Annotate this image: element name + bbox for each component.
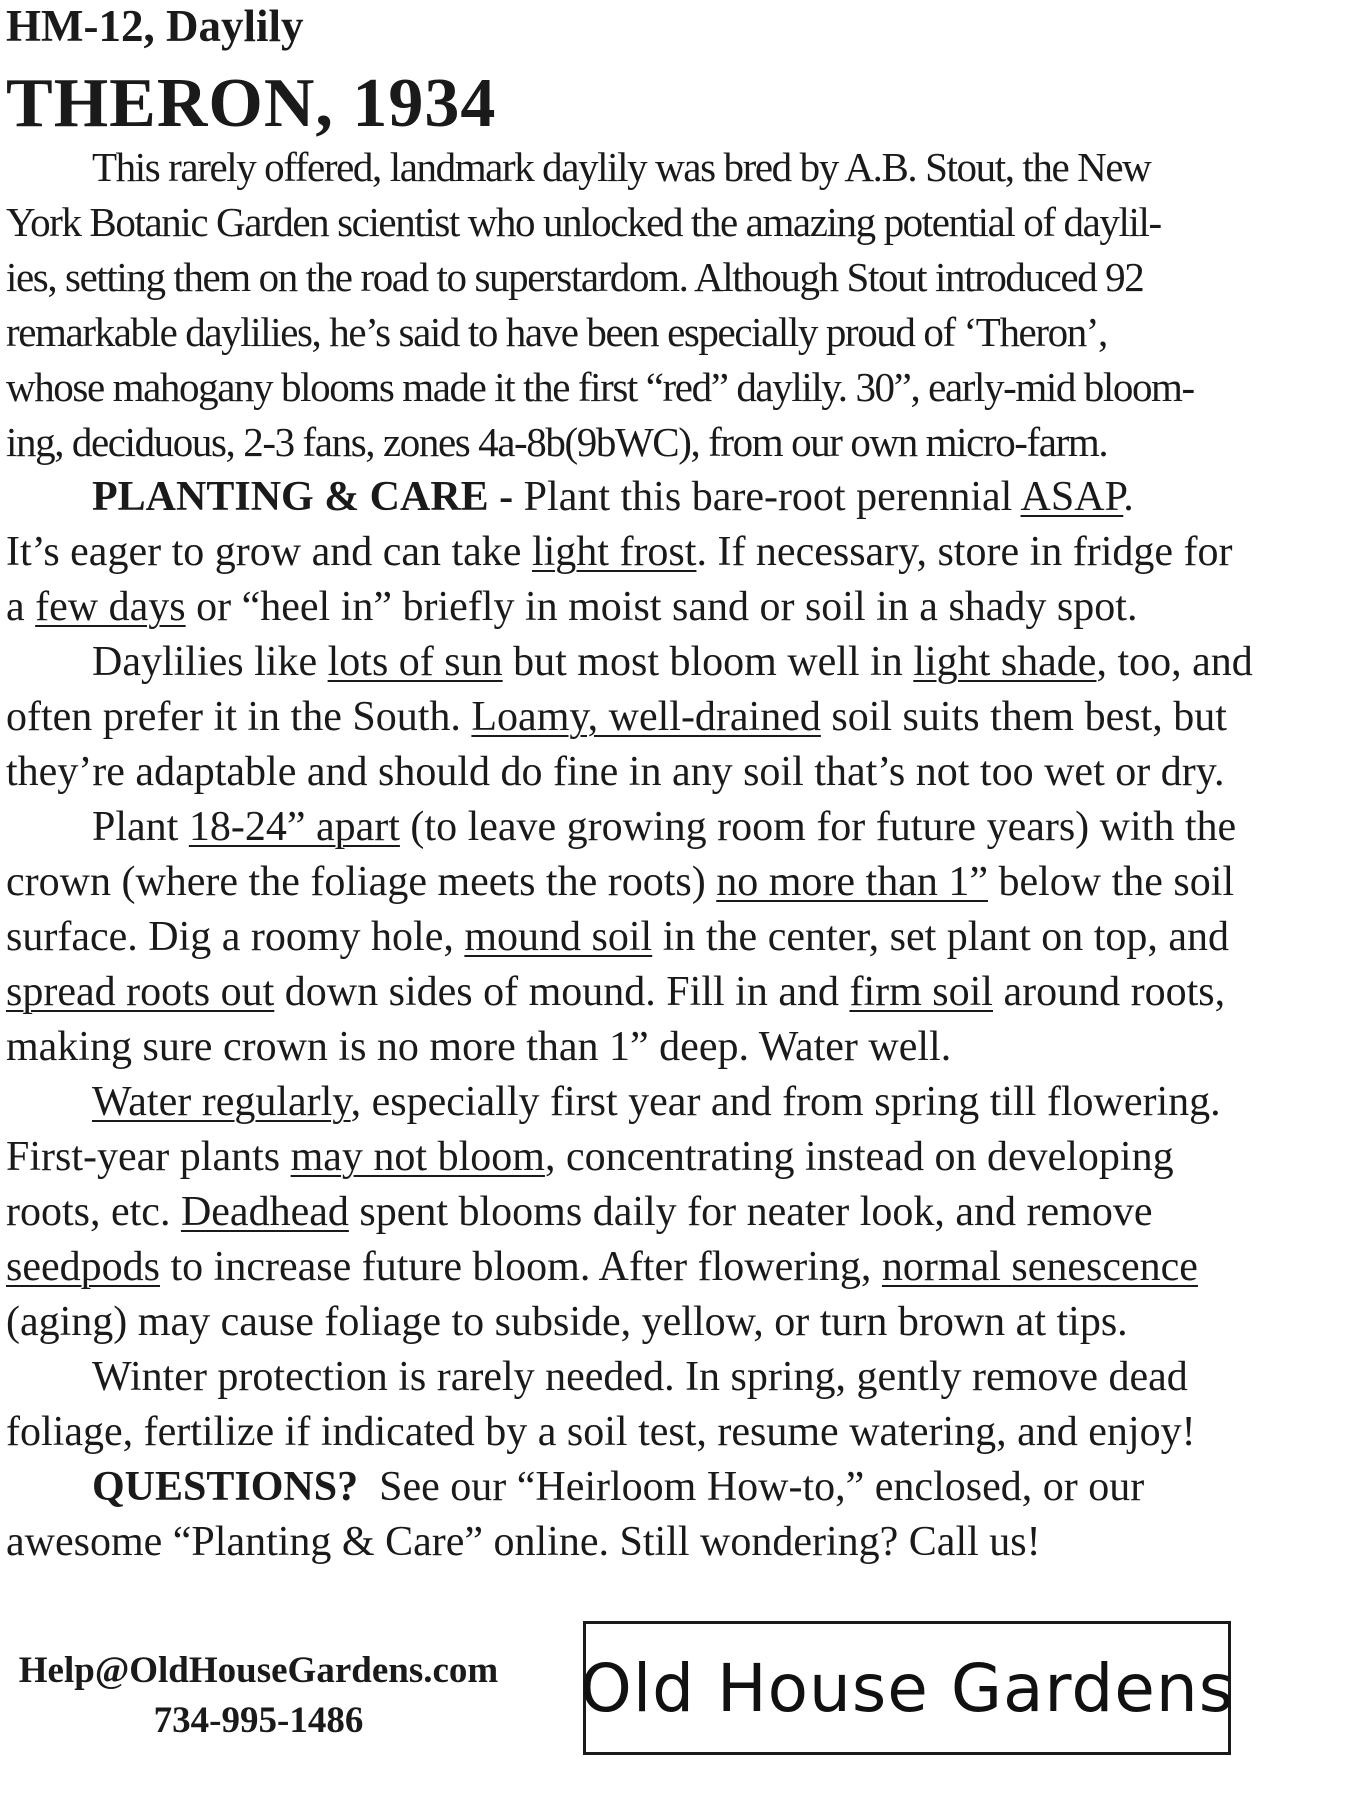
- spacing-line-3: [6, 910, 1296, 965]
- text-run: Daylilies like: [92, 639, 328, 685]
- spacing-line-5: making sure crown is no more than 1” deep. Water well.: [6, 1024, 952, 1070]
- planting-line-1: [6, 470, 1296, 525]
- planting-line-2: [6, 525, 1296, 580]
- text-run: soil suits them best, but: [820, 694, 1227, 740]
- underlined-text: light frost: [531, 529, 697, 575]
- description-body: [6, 140, 1296, 1570]
- contact-info: [6, 1646, 511, 1746]
- spacing-line-4: [6, 965, 1296, 1020]
- planting-line-3: [6, 580, 1296, 635]
- sun-line-1: [6, 635, 1296, 690]
- product-code: HM-12, Daylily: [6, 1, 304, 51]
- text-run: , too, and: [1096, 639, 1253, 685]
- text-run: . If necessary, store in fridge for: [696, 529, 1233, 575]
- underlined-text: 18-24” apart: [188, 804, 400, 850]
- intro-line-4: remarkable daylilies, he’s said to have been especially proud of ‘Theron’,: [6, 309, 1107, 355]
- underlined-text: Deadhead: [180, 1189, 349, 1235]
- intro-line-2: York Botanic Garden scientist who unlocked the amazing potential of daylil-: [6, 199, 1161, 245]
- brand-logo: [579, 1621, 1235, 1755]
- underlined-text: Loamy, well-drained: [471, 694, 821, 740]
- spacing-line-1: [6, 800, 1296, 855]
- winter-line-1: Winter protection is rarely needed. In spring, gently remove dead: [92, 1354, 1188, 1400]
- text-run: First-year plants: [6, 1134, 291, 1180]
- underlined-text: may not bloom: [290, 1134, 545, 1180]
- underlined-text: few days: [35, 584, 186, 630]
- text-run: Plant this bare-root perennial: [513, 474, 1021, 520]
- text-run: , especially first year and from spring till flowering.: [350, 1079, 1221, 1125]
- underlined-text: light shade: [913, 639, 1097, 685]
- water-line-1: [6, 1075, 1296, 1130]
- text-run: See our “Heirloom How-to,” enclosed, or our: [358, 1464, 1145, 1510]
- underlined-text: Water regularly: [92, 1079, 351, 1125]
- contact-email[interactable]: Help@OldHouseGardens.com: [18, 1650, 499, 1691]
- underlined-text: seedpods: [6, 1244, 160, 1290]
- intro-line-3: ies, setting them on the road to superstardom. Although Stout introduced 92: [6, 254, 1144, 300]
- sun-line-3: they’re adaptable and should do fine in any soil that’s not too wet or dry.: [6, 749, 1225, 795]
- text-run: down sides of mound. Fill in and: [274, 969, 850, 1015]
- underlined-text: no more than 1”: [716, 859, 988, 905]
- questions-heading: QUESTIONS?: [92, 1464, 359, 1510]
- underlined-text: lots of sun: [327, 639, 503, 685]
- text-run: surface. Dig a roomy hole,: [6, 914, 465, 960]
- text-run: a: [6, 584, 36, 630]
- underlined-text: normal senescence: [881, 1244, 1198, 1290]
- planting-heading: PLANTING & CARE -: [92, 474, 514, 520]
- text-run: crown (where the foliage meets the roots): [6, 859, 717, 905]
- winter-line-2: foliage, fertilize if indicated by a soil test, resume watering, and enjoy!: [6, 1409, 1196, 1455]
- water-line-5: (aging) may cause foliage to subside, yellow, or turn brown at tips.: [6, 1299, 1128, 1345]
- intro-line-1: This rarely offered, landmark daylily was bred by A.B. Stout, the New: [92, 144, 1151, 190]
- text-run: It’s eager to grow and can take: [6, 529, 532, 575]
- text-run: spent blooms daily for neater look, and remove: [348, 1189, 1153, 1235]
- water-line-4: [6, 1240, 1296, 1295]
- underlined-text: spread roots out: [6, 969, 275, 1015]
- text-run: often prefer it in the South.: [6, 694, 472, 740]
- questions-line-2: awesome “Planting & Care” online. Still wondering? Call us!: [6, 1519, 1041, 1565]
- text-run: (to leave growing room for future years) with the: [399, 804, 1237, 850]
- page-title: THERON, 1934: [6, 65, 497, 142]
- contact-phone: 734-995-1486: [153, 1700, 364, 1741]
- text-run: .: [1123, 474, 1134, 520]
- underlined-text: ASAP: [1020, 474, 1124, 520]
- underlined-text: mound soil: [464, 914, 653, 960]
- spacing-line-2: [6, 855, 1296, 910]
- text-run: around roots,: [992, 969, 1226, 1015]
- text-run: , concentrating instead on developing: [544, 1134, 1174, 1180]
- intro-line-6: ing, deciduous, 2-3 fans, zones 4a-8b(9bWC), from our own micro-farm.: [6, 419, 1108, 465]
- logo-text: Old House Gardens: [579, 1649, 1235, 1727]
- text-run: in the center, set plant on top, and: [652, 914, 1230, 960]
- text-run: but most bloom well in: [502, 639, 914, 685]
- water-line-3: [6, 1185, 1296, 1240]
- text-run: below the soil: [987, 859, 1235, 905]
- intro-line-5: whose mahogany blooms made it the first “red” daylily. 30”, early-mid bloom-: [6, 364, 1194, 410]
- water-line-2: [6, 1130, 1296, 1185]
- text-run: to increase future bloom. After flowering,: [159, 1244, 882, 1290]
- text-run: Plant: [92, 804, 189, 850]
- questions-line-1: [6, 1460, 1296, 1515]
- underlined-text: firm soil: [849, 969, 993, 1015]
- sun-line-2: [6, 690, 1296, 745]
- text-run: roots, etc.: [6, 1189, 181, 1235]
- text-run: or “heel in” briefly in moist sand or soil in a shady spot.: [185, 584, 1138, 630]
